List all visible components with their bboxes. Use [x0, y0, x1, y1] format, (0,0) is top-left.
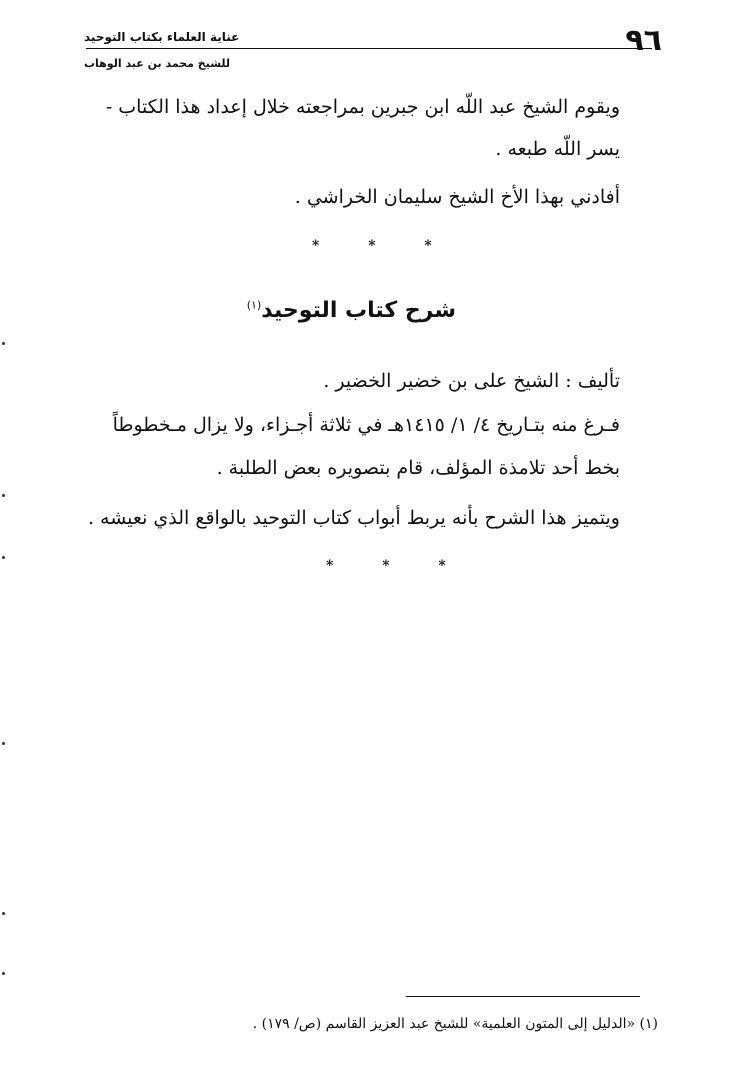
scan-mark [2, 972, 5, 975]
section-separator: * * * [312, 238, 454, 254]
scan-mark [2, 556, 5, 559]
paragraph-line: فـرغ منه بتـاريخ ٤/ ١/ ١٤١٥هـ في ثلاثة أجـزاء، ولا يزال مـخطوطاً [112, 414, 620, 436]
paragraph-line: ويتميز هذا الشرح بأنه يربط أبواب كتاب التوحيد بالواقع الذي نعيشه . [87, 507, 620, 529]
paragraph-line: تأليف : الشيخ على بن خضير الخضير . [323, 370, 620, 392]
header-divider [86, 48, 652, 49]
paragraph-line: يسر اللّه طبعه . [495, 138, 620, 160]
scan-mark [2, 912, 5, 915]
footnote-divider [406, 996, 640, 997]
scan-mark [2, 494, 5, 497]
section-separator: * * * [326, 558, 468, 574]
paragraph-line: ويقوم الشيخ عبد اللّه ابن جبرين بمراجعته خلال إعداد هذا الكتاب - [105, 96, 620, 118]
section-heading [247, 298, 456, 323]
scan-mark [2, 742, 5, 745]
footnote: (١) «الدليل إلى المتون العلمية» للشيخ عبد العزيز القاسم (ص/ ١٧٩) . [252, 1016, 658, 1032]
running-header-subtitle: للشيخ محمد بن عبد الوهاب [84, 57, 231, 70]
footnote-reference[interactable]: (١) [246, 298, 262, 312]
running-header-title: عناية العلماء بكتاب التوحيد [84, 30, 240, 44]
paragraph-line: بخط أحد تلامذة المؤلف، قام بتصويره بعض الطلبة . [216, 457, 620, 479]
section-heading-text: شرح كتاب التوحيد [261, 298, 456, 323]
scan-mark [2, 342, 5, 345]
paragraph-line: أفادني بهذا الأخ الشيخ سليمان الخراشي . [294, 186, 620, 208]
page-number: ٩٦ [625, 23, 662, 58]
